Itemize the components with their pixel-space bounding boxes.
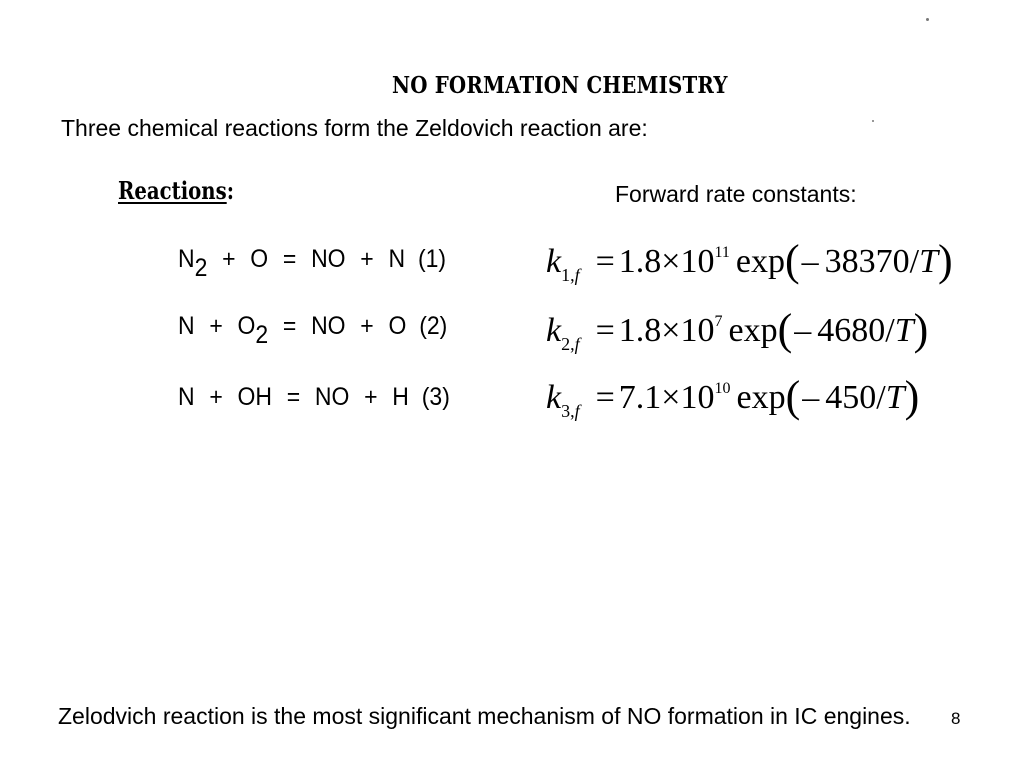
reaction-number: (3) (421, 383, 450, 411)
times-sign: × (661, 379, 681, 416)
base: 10 (680, 312, 715, 349)
temperature-symbol: T (919, 243, 939, 280)
intro-text: Three chemical reactions form the Zeldovich reaction are: (61, 115, 648, 141)
times-sign: × (661, 312, 681, 349)
reactant: OH (237, 383, 272, 411)
page-number: 8 (951, 709, 961, 728)
times-sign: × (661, 243, 681, 280)
reactions-heading (118, 176, 234, 205)
equals-sign: = (286, 383, 301, 411)
activation-temperature: 4680 (817, 312, 886, 349)
rate-symbol: k (546, 379, 562, 416)
rate-equation-2 (546, 305, 929, 354)
close-paren: ) (913, 305, 929, 354)
reactant: N (178, 383, 195, 411)
coefficient: 7.1 (618, 379, 662, 416)
decorative-speck (872, 120, 874, 122)
reactant: O (237, 312, 256, 340)
reactions-heading-label: Reactions (118, 176, 227, 205)
subscript: 2 (194, 254, 208, 282)
reaction-number: (2) (419, 312, 448, 340)
plus-sign: + (209, 312, 223, 340)
rate-subscript: 2,f (561, 334, 580, 354)
exp-function: exp (735, 243, 785, 280)
reaction-row-1 (178, 245, 447, 282)
coefficient: 1.8 (618, 312, 662, 349)
rate-equation-3 (546, 372, 920, 421)
coefficient: 1.8 (618, 243, 662, 280)
equals-sign: = (282, 245, 297, 273)
equals-sign: = (595, 243, 615, 280)
rate-subscript: 3,f (561, 401, 580, 421)
rate-subscript: 1,f (561, 265, 580, 285)
exponent: 10 (714, 380, 731, 397)
rate-symbol: k (546, 243, 562, 280)
open-paren: ( (777, 305, 793, 354)
equals-sign: = (595, 312, 615, 349)
rate-symbol: k (546, 312, 562, 349)
footer-text: Zelodvich reaction is the most significant mechanism of NO formation in IC engines. (58, 703, 911, 729)
minus-sign: – (802, 379, 820, 416)
activation-temperature: 450 (825, 379, 877, 416)
minus-sign: – (801, 243, 819, 280)
decorative-speck (926, 18, 929, 21)
reactant: O (250, 245, 269, 273)
close-paren: ) (904, 372, 920, 421)
product: NO (311, 312, 346, 340)
close-paren: ) (938, 236, 953, 285)
plus-sign: + (360, 312, 374, 340)
slash: / (876, 379, 886, 416)
activation-temperature: 38370 (824, 243, 910, 280)
slash: / (885, 312, 895, 349)
exp-function: exp (728, 312, 778, 349)
reaction-number: (1) (417, 245, 447, 273)
plus-sign: + (364, 383, 378, 411)
exponent: 7 (714, 313, 723, 330)
equals-sign: = (595, 379, 615, 416)
reactions-heading-colon: : (226, 176, 234, 205)
reaction-row-2 (178, 312, 448, 349)
open-paren: ( (785, 372, 801, 421)
plus-sign: + (222, 245, 236, 273)
plus-sign: + (209, 383, 223, 411)
reactant: N (178, 245, 195, 273)
equals-sign: = (282, 312, 297, 340)
product: O (388, 312, 407, 340)
base: 10 (680, 243, 715, 280)
product: NO (314, 383, 350, 411)
rates-heading: Forward rate constants: (615, 181, 857, 207)
base: 10 (680, 379, 715, 416)
product: NO (311, 245, 346, 273)
reactant: N (178, 312, 195, 340)
slash: / (909, 243, 920, 280)
reaction-row-3 (178, 383, 450, 412)
slide-title: NO FORMATION CHEMISTRY (392, 72, 728, 99)
temperature-symbol: T (885, 379, 905, 416)
minus-sign: – (794, 312, 812, 349)
exponent: 11 (714, 244, 730, 261)
product: H (392, 383, 409, 411)
rate-equation-1 (546, 236, 953, 285)
exp-function: exp (736, 379, 786, 416)
open-paren: ( (784, 236, 800, 285)
plus-sign: + (360, 245, 374, 273)
product: N (388, 245, 406, 273)
subscript: 2 (255, 321, 269, 349)
temperature-symbol: T (894, 312, 914, 349)
